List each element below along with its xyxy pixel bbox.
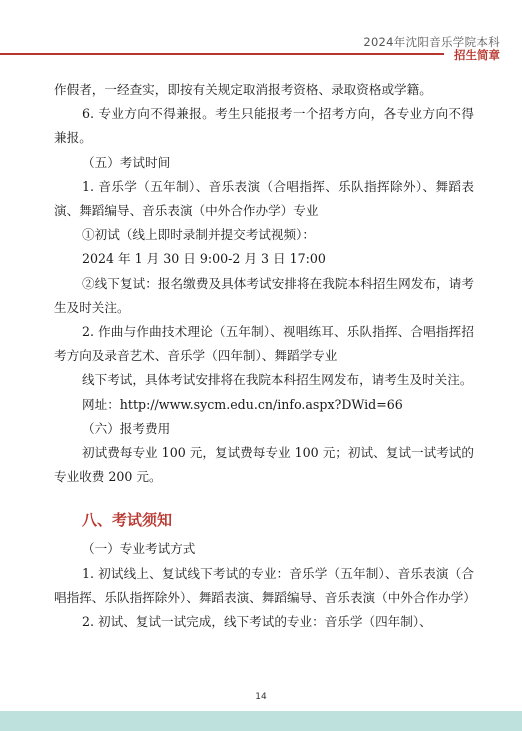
paragraph: 1. 初试线上、复试线下考试的专业：音乐学（五年制）、音乐表演（合唱指挥、乐队指挥除外）、舞蹈表演、舞蹈编导、音乐表演（中外合作办学） [54, 565, 476, 605]
paragraph: 6. 专业方向不得兼报。考生只能报考一个招考方向，各专业方向不得兼报。 [54, 106, 474, 146]
section-heading: 八、考试须知 [82, 511, 173, 530]
subheading: （五）考试时间 [82, 154, 171, 170]
paragraph: 2. 初试、复试一试完成，线下考试的专业：音乐学（四年制）、 [82, 614, 432, 630]
paragraph: 初试费每专业 100 元，复试费每专业 100 元；初试、复试一试考试的专业收费 200 元。 [54, 445, 474, 485]
paragraph: ②线下复试：报名缴费及具体考试安排将在我院本科招生网发布，请考生及时关注。 [54, 275, 474, 315]
paragraph: 2. 作曲与作曲技术理论（五年制）、视唱练耳、乐队指挥、合唱指挥招考方向及录音艺术、音乐学（四年制）、舞蹈学专业 [54, 324, 474, 364]
header-subtitle: 招生简章 [454, 48, 500, 62]
subheading: （六）报考费用 [82, 420, 171, 436]
paragraph: ①初试（线上即时录制并提交考试视频）： [82, 227, 315, 243]
header-rule [0, 53, 444, 55]
header-title: 2024年沈阳音乐学院本科 [363, 35, 500, 49]
paragraph: 2024 年 1 月 30 日 9:00-2 月 3 日 17:00 [82, 251, 326, 267]
paragraph: 1. 音乐学（五年制）、音乐表演（合唱指挥、乐队指挥除外）、舞蹈表演、舞蹈编导、音乐表演（中外合作办学）专业 [54, 178, 474, 219]
footer-band [0, 711, 522, 731]
paragraph: 作假者，一经查实，即按有关规定取消报考资格、录取资格或学籍。 [54, 82, 432, 97]
website-link[interactable]: 网址：http://www.sycm.edu.cn/info.aspx?DWid=66 [82, 396, 403, 412]
subheading: （一）专业考试方式 [82, 541, 196, 557]
document-body [54, 78, 474, 634]
paragraph: 线下考试，具体考试安排将在我院本科招生网发布，请考生及时关注。 [82, 372, 473, 388]
page-number: 14 [255, 692, 267, 702]
